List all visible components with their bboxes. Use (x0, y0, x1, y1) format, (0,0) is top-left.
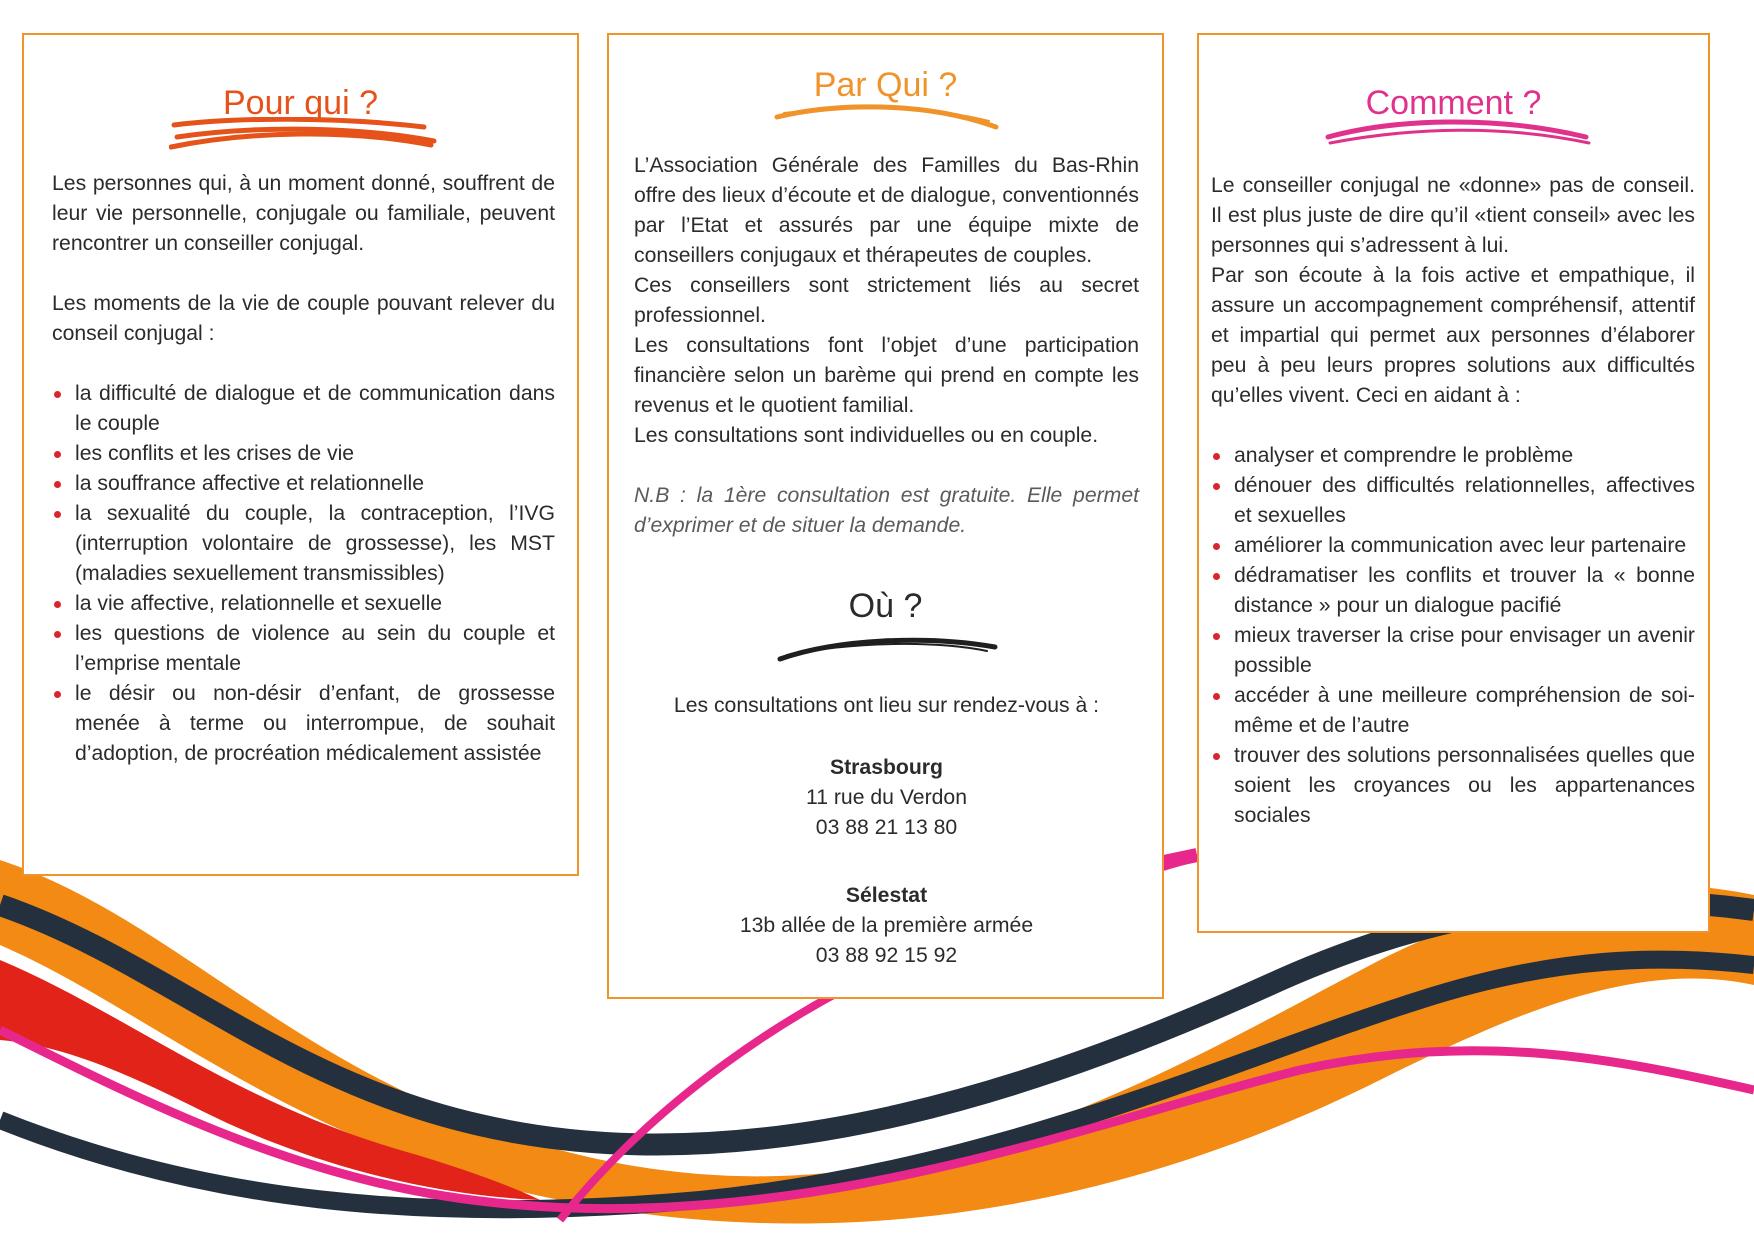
par-qui-paragraph: L’Association Générale des Familles du Bas-Rhin offre des lieux d’écoute et de dialogue, conventionnés par l’Etat et assurés par une équipe mixte de conseillers conjugaux et thérapeutes de couples. (634, 154, 1139, 267)
pour-qui-intro: Les personnes qui, à un moment donné, souffrent de leur vie personnelle, conjugale ou familiale, peuvent rencontrer un conseiller conjugal. (52, 172, 555, 255)
par-qui-paragraph: Les consultations font l’objet d’une participation financière selon un barème qui prend en compte les revenus et le quotient familial. (634, 334, 1139, 417)
list-item: analyser et comprendre le problème (1211, 441, 1695, 471)
list-item: la vie affective, relationnelle et sexuelle (52, 589, 555, 619)
par-qui-panel (607, 33, 1164, 999)
location-city: Sélestat (845, 884, 928, 907)
pour-qui-panel (22, 33, 579, 876)
location-address: 11 rue du Verdon (806, 786, 967, 809)
pink-ribbon-3 (1164, 855, 1197, 862)
nb-note: N.B : la 1ère consultation est gratuite. Elle permet d’exprimer et de situer la demande. (634, 484, 1139, 537)
pour-qui-moments: Les moments de la vie de couple pouvant relever du conseil conjugal : (52, 292, 555, 345)
list-item: les questions de violence au sein du couple et l’emprise mentale (52, 619, 555, 679)
comment-panel (1197, 33, 1710, 933)
comment-paragraph: Par son écoute à la fois active et empathique, il assure un accompagnement compréhensif, attentif et impartial qui permet aux personnes d’élaborer peu à peu leurs propres solutions aux difficultés qu’elles vivent. Ceci en aidant à : (1211, 264, 1695, 407)
list-item: accéder à une meilleure compréhension de soi-même et de l’autre (1211, 681, 1695, 741)
list-item: la souffrance affective et relationnelle (52, 469, 555, 499)
location-address: 13b allée de la première armée (739, 914, 1034, 937)
list-item: la difficulté de dialogue et de communication dans le couple (52, 379, 555, 439)
list-item: la sexualité du couple, la contraception, l’IVG (interruption volontaire de grossesse), les MST (maladies sexuellement transmissibles) (52, 499, 555, 589)
comment-title: Comment ? (1365, 84, 1542, 122)
list-item: mieux traverser la crise pour envisager un avenir possible (1211, 621, 1695, 681)
list-item: le désir ou non-désir d’enfant, de grossesse menée à terme ou interrompue, de souhait d’adoption, de procréation médicalement assistée (52, 679, 555, 769)
comment-paragraph: Le conseiller conjugal ne «donne» pas de conseil. Il est plus juste de dire qu’il «tient conseil» avec les personnes qui s’adressent à lui. (1211, 174, 1695, 257)
location-phone: 03 88 92 15 92 (815, 944, 958, 967)
list-item: dénouer des difficultés relationnelles, affectives et sexuelles (1211, 471, 1695, 531)
comment-list (1211, 441, 1695, 831)
pink-swoosh-icon (1324, 113, 1594, 149)
ou-intro: Les consultations ont lieu sur rendez-vous à : (673, 694, 1100, 717)
list-item: trouver des solutions personnalisées quelles que soient les croyances ou les appartenances sociales (1211, 741, 1695, 831)
par-qui-text (634, 151, 1139, 541)
pour-qui-list (52, 379, 555, 769)
list-item: les conflits et les crises de vie (52, 439, 555, 469)
ou-text (629, 691, 1144, 971)
comment-text (1211, 171, 1695, 831)
par-qui-paragraph: Les consultations sont individuelles ou en couple. (634, 424, 1099, 447)
pour-qui-text (52, 169, 555, 769)
par-qui-paragraph: Ces conseillers sont strictement liés au secret professionnel. (634, 274, 1139, 327)
pour-qui-title: Pour qui ? (223, 84, 378, 122)
orange-swoosh-icon (169, 117, 439, 157)
list-item: améliorer la communication avec leur partenaire (1211, 531, 1695, 561)
black-swoosh-icon (777, 633, 999, 663)
location-phone: 03 88 21 13 80 (815, 816, 958, 839)
list-item: dédramatiser les conflits et trouver la « bonne distance » pour un dialogue pacifié (1211, 561, 1695, 621)
par-qui-title: Par Qui ? (813, 66, 958, 104)
location-city: Strasbourg (829, 756, 943, 779)
orange-swoosh-icon (774, 101, 1004, 135)
ou-title: Où ? (848, 587, 923, 625)
